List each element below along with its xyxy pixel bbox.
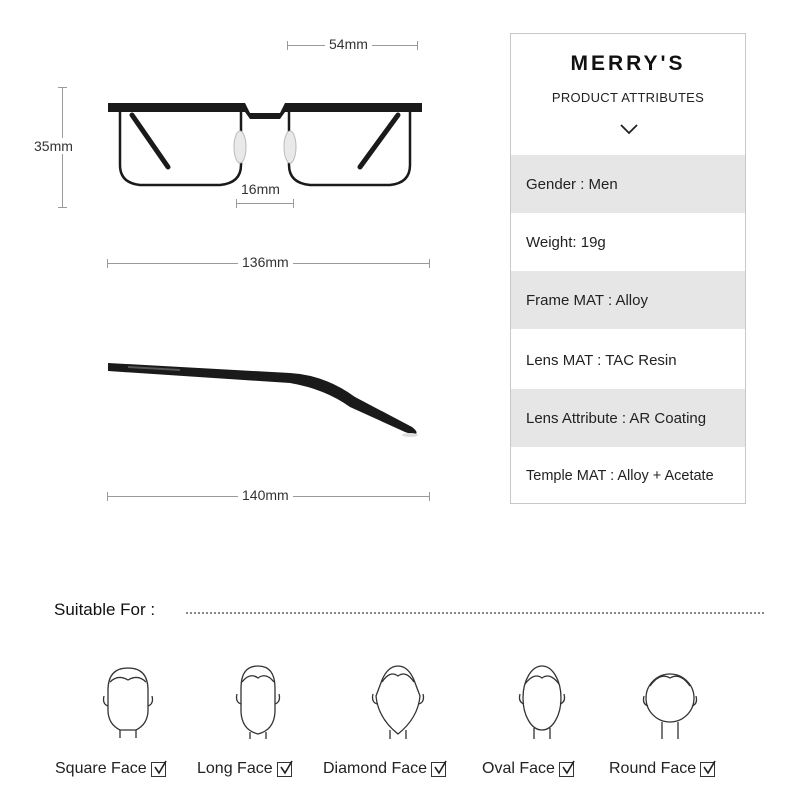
dim-tick <box>107 259 108 268</box>
diamond-face-icon <box>368 660 428 745</box>
suitable-for-heading: Suitable For : <box>54 600 156 619</box>
dim-tick <box>429 492 430 501</box>
attr-lens-mat: Lens MAT : TAC Resin <box>526 351 677 369</box>
glasses-side-icon <box>100 355 430 440</box>
dim-tick <box>58 207 67 208</box>
long-face-icon <box>228 660 288 745</box>
face-label-round: Round Face <box>609 760 715 778</box>
attr-gender: Gender : Men <box>511 155 745 213</box>
checkbox-check-icon <box>559 762 574 777</box>
square-face-icon <box>98 660 158 745</box>
glasses-side-view <box>100 355 430 440</box>
checkbox-check-icon <box>700 762 715 777</box>
checkbox-check-icon <box>431 762 446 777</box>
dim-bridge: 16mm <box>237 181 284 197</box>
checkbox-check-icon <box>151 762 166 777</box>
dotted-divider <box>186 612 764 614</box>
dim-tick <box>417 41 418 50</box>
oval-face-icon <box>512 660 572 745</box>
round-face-icon <box>640 660 700 745</box>
dim-lens-width: 54mm <box>325 36 372 52</box>
dim-tick <box>293 199 294 208</box>
dim-tick <box>58 87 67 88</box>
face-label-oval: Oval Face <box>482 760 574 778</box>
checkbox-check-icon <box>277 762 292 777</box>
face-label-long: Long Face <box>197 760 292 778</box>
dim-tick <box>236 199 237 208</box>
attr-lens-attribute: Lens Attribute : AR Coating <box>511 389 745 447</box>
chevron-down-icon <box>619 122 639 140</box>
dim-line-bridge <box>236 203 293 204</box>
dim-tick <box>107 492 108 501</box>
dim-temple-length: 140mm <box>238 487 293 503</box>
glasses-front-view <box>100 95 430 195</box>
attr-temple-mat: Temple MAT : Alloy + Acetate <box>526 468 714 484</box>
brand-logo: MERRY'S <box>570 52 686 75</box>
glasses-front-icon <box>100 95 430 195</box>
dim-lens-height: 35mm <box>34 138 73 154</box>
attr-frame-mat: Frame MAT : Alloy <box>511 271 745 329</box>
attr-weight: Weight: 19g <box>526 233 606 251</box>
face-label-square: Square Face <box>55 760 166 778</box>
product-attributes-panel <box>510 33 746 504</box>
panel-subtitle: PRODUCT ATTRIBUTES <box>551 90 705 105</box>
dim-tick <box>429 259 430 268</box>
face-label-diamond: Diamond Face <box>323 760 446 778</box>
dim-tick <box>287 41 288 50</box>
dim-frame-width: 136mm <box>238 254 293 270</box>
